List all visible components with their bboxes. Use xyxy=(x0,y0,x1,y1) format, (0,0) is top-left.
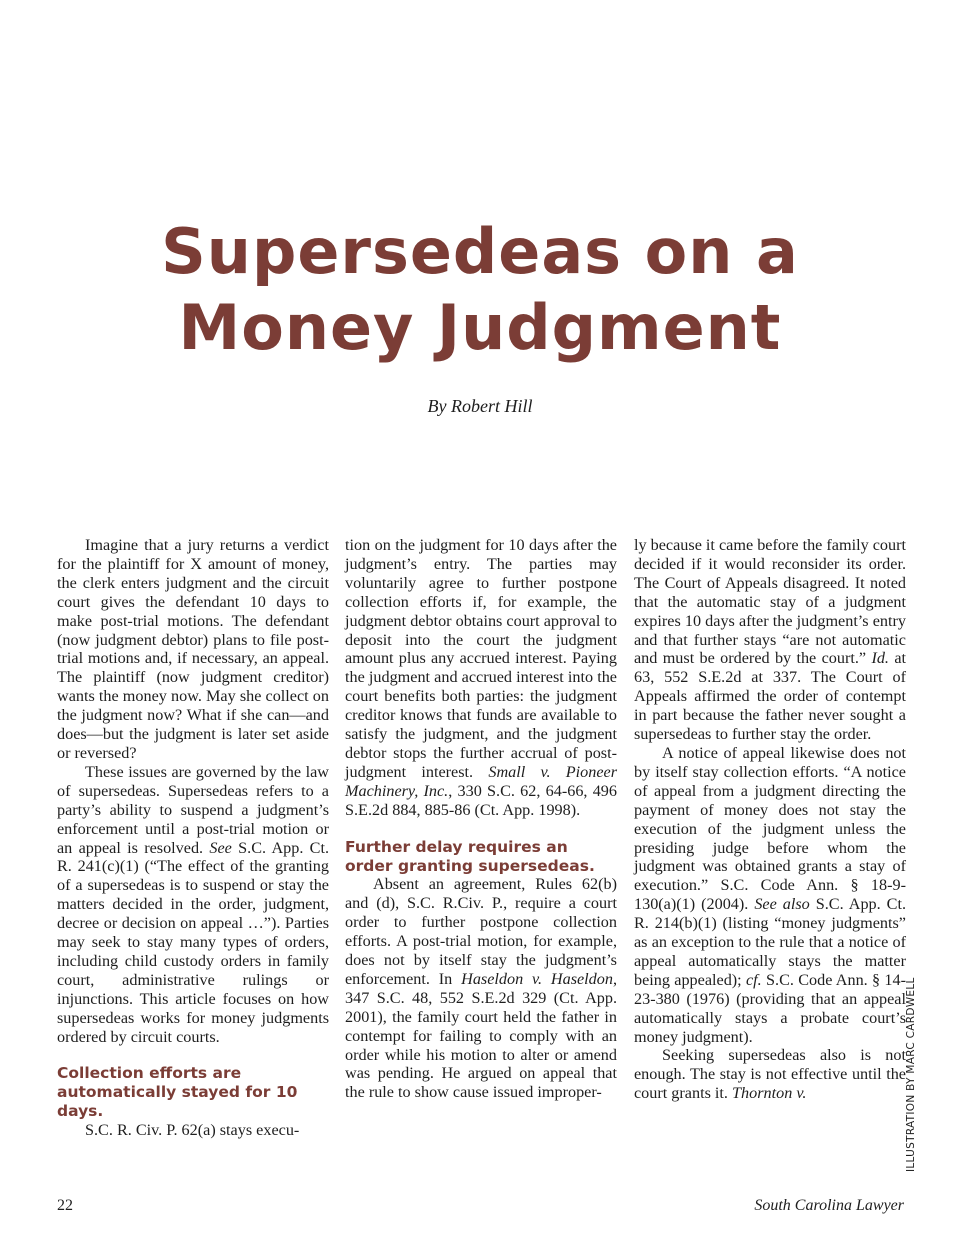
section-heading: Collection efforts are automatically stayed for 10 days. xyxy=(57,1064,298,1121)
text-column-2 xyxy=(345,536,617,1102)
text-column-1 xyxy=(57,536,329,1140)
citation-signal: See xyxy=(209,838,232,857)
text-run: S.C. Code Ann. § 14-23-380 (1976) (providing that an appeal automatically stays a probate court’s money judgment). xyxy=(634,970,907,1046)
paragraph xyxy=(57,763,329,1047)
paragraph xyxy=(345,536,617,820)
title-line-1: Supersedeas on a xyxy=(161,215,799,288)
byline: By Robert Hill xyxy=(427,396,533,416)
case-name: Haseldon v. Haseldon xyxy=(461,969,613,988)
text-run: Absent an agreement, Rules 62(b) and (d), S.C. R.Civ. P., require a court order to further postpone collection efforts. A post-trial motion, for example, does not by itself stay the judgment’s enforcement. In xyxy=(345,875,617,988)
text-run: , 330 S.C. 62, 64-66, 496 S.E.2d 884, 885-86 (Ct. App. 1998). xyxy=(345,781,617,819)
text-run: tion on the judgment for 10 days after the judgment’s entry. The parties may voluntarily agree to further postpone collection efforts if, for example, the judgment debtor obtains court approval to deposit into the court the judgment amount plus any accrued interest. Paying the judgment and accrued interest into the court benefits both parties: the judgment creditor knows that funds are available to satisfy the judgment, and the judgment debtor stops the further accrual of post-judgment interest. xyxy=(345,536,617,781)
page-number: 22 xyxy=(57,1197,73,1214)
title-line-2: Money Judgment xyxy=(178,291,782,364)
citation-signal: cf. xyxy=(745,970,762,989)
paragraph xyxy=(634,744,906,1047)
paragraph xyxy=(634,1046,906,1103)
citation-signal: Id. xyxy=(871,649,889,668)
text-run: ly because it came before the family court decided if it would reconsider its order. The Court of Appeals disagreed. It noted that the automatic stay of a judgment expires 10 days after the judgment’s entry and that further stays “are not automatic and must be ordered by the court.” xyxy=(634,536,906,668)
text-run: S.C. App. Ct. R. 241(c)(1) (“The effect of the granting of a supersedeas is to suspend or stay the matters decided in the order, judgment, decree or decision on appeal …”). Parties may seek to stay many types of orders, including child custody orders in family court, administrative rulings or injunctions. This article focuses on how supersedeas works for money judgments ordered by circuit courts. xyxy=(57,838,330,1046)
text-run: These issues are governed by the law of supersedeas. Supersedeas refers to a party’s ability to suspend a judgment’s enforcement until a post-trial motion or an appeal is resolved. xyxy=(57,762,329,857)
paragraph: Imagine that a jury returns a verdict for the plaintiff for X amount of money, the clerk enters judgment and the circuit court gives the defendant 10 days to make post-trial motions. The defendant (now judgment debtor) plans to file post-trial motions and, if necessary, an appeal. The plaintiff (now judgment creditor) wants the money now. May she collect on the judgment now? What if she can—and does—but the judgment is later set aside or reversed? xyxy=(57,536,329,762)
text-run: S.C. App. Ct. R. 214(b)(1) (listing “money judgments” as an exception to the rule that a notice of appeal automatically stays the matter being appealed); xyxy=(634,895,907,989)
publication-name: South Carolina Lawyer xyxy=(754,1197,904,1214)
paragraph xyxy=(634,536,906,744)
text-run: A notice of appeal likewise does not by itself stay collection efforts. “A notice of appeal from a judgment directing the payment of money does not stay the execution of the judgment unless the presiding judge before whom the judgment was obtained grants a stay of execution.” S.C. Code Ann. § 18-9-130(a)(1) (2004). xyxy=(634,743,906,914)
text-run: Seeking supersedeas also is not enough. The stay is not effective until the court grants it. xyxy=(634,1046,906,1103)
paragraph: S.C. R. Civ. P. 62(a) stays execu- xyxy=(85,1121,300,1140)
illustration-credit: ILLUSTRATION BY MARC CARDWELL xyxy=(905,977,917,1172)
case-name: Small v. Pioneer Machinery, Inc. xyxy=(345,762,617,800)
section-heading: Further delay requires an order granting supersedeas. xyxy=(345,837,595,875)
text-run: at 63, 552 S.E.2d at 337. The Court of Appeals affirmed the order of contempt in part because the father never sought a supersedeas to further stay the order. xyxy=(634,649,906,744)
case-name: Thornton v. xyxy=(732,1084,807,1103)
text-column-3 xyxy=(634,536,906,1103)
citation-signal: See also xyxy=(754,895,810,914)
text-run: , 347 S.C. 48, 552 S.E.2d 329 (Ct. App. 2001), the family court held the father in contempt for failing to comply with an order while his motion to alter or amend was pending. He argued on appeal that the rule to show cause issued improper- xyxy=(345,969,617,1102)
paragraph xyxy=(345,875,617,1102)
article-title xyxy=(0,214,960,366)
